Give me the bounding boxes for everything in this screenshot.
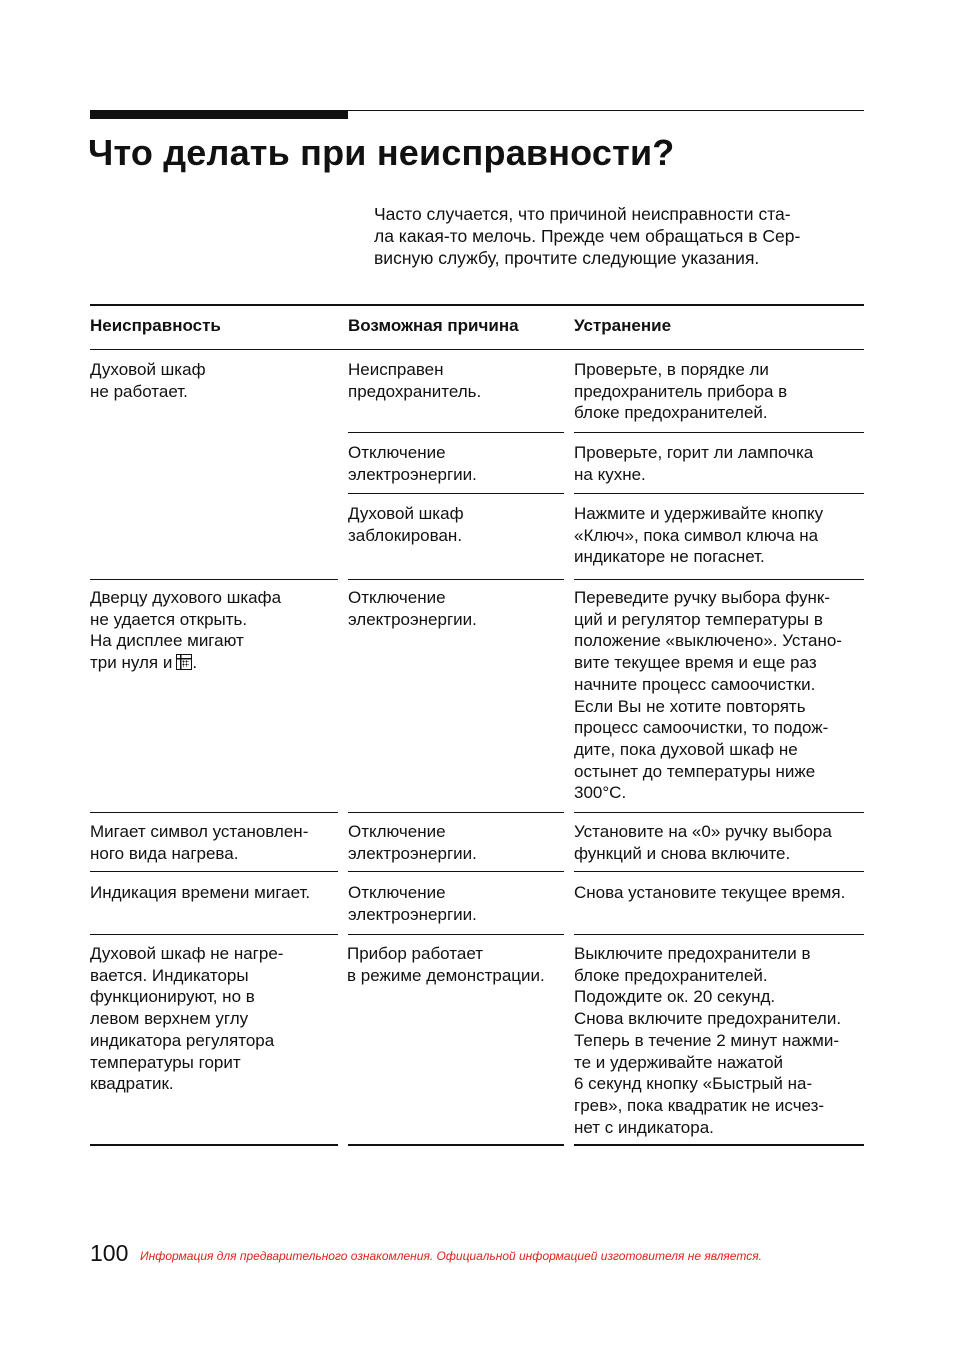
table-bottom-rule — [348, 1144, 564, 1146]
page-number: 100 — [90, 1240, 129, 1266]
table-bottom-rule — [574, 1144, 864, 1146]
intro-line: Часто случается, что причиной неисправности ста- — [374, 204, 791, 224]
cell-line: левом верхнем углу — [90, 1009, 249, 1029]
cell-line: На дисплее мигают — [90, 631, 244, 651]
intro-line: висную службу, прочтите следующие указания. — [374, 248, 760, 268]
cell-line: Проверьте, в порядке ли — [574, 360, 769, 379]
cell-line: Отключение — [348, 443, 446, 462]
cell-line: Если Вы не хотите повторять — [574, 696, 806, 716]
cause-cell — [348, 882, 477, 925]
cell-line: процесс самоочистки, то подож- — [574, 718, 829, 738]
cell-line: остынет до температуры ниже — [574, 761, 816, 781]
header-rule — [90, 349, 864, 350]
cell-line: Отключение — [348, 883, 446, 902]
cell-line: электроэнергии. — [348, 904, 477, 924]
cell-line: Отключение — [348, 822, 446, 841]
remedy-cell — [574, 587, 842, 804]
cell-line: блоке предохранителей. — [574, 965, 768, 985]
cell-line: три нуля и — [90, 653, 173, 673]
cell-line: предохранитель. — [348, 381, 482, 401]
cell-line: блоке предохранителей. — [574, 403, 768, 423]
cell-line: дите, пока духовой шкаф не — [574, 739, 798, 759]
cell-line: Установите на «0» ручку выбора — [574, 822, 832, 841]
cell-line: Отключение — [348, 588, 446, 607]
row-divider — [574, 812, 864, 813]
cell-line: 6 секунд кнопку «Быстрый на- — [574, 1074, 813, 1094]
cell-line: Выключите предохранители в — [574, 944, 811, 963]
row-divider — [348, 493, 564, 494]
fault-cell — [90, 359, 206, 402]
table-bottom-rule — [90, 1144, 338, 1146]
header-cause: Возможная причина — [348, 316, 519, 335]
cell-line: предохранитель прибора в — [574, 381, 788, 401]
cause-cell — [348, 821, 477, 864]
row-divider — [348, 432, 564, 433]
remedy-cell — [574, 503, 823, 568]
cell-line: индикаторе не погаснет. — [574, 547, 765, 567]
fault-cell — [90, 821, 308, 864]
row-divider — [348, 934, 564, 935]
row-divider — [348, 579, 564, 580]
cell-line: Духовой шкаф не нагре- — [90, 944, 284, 963]
fault-cell — [90, 882, 310, 904]
cell-line: вается. Индикаторы — [90, 965, 249, 985]
cause-cell — [348, 503, 464, 546]
cause-cell — [347, 943, 545, 986]
cell-line: Снова установите текущее время. — [574, 883, 846, 902]
row-divider — [574, 934, 864, 935]
cell-line-end: . — [192, 653, 198, 673]
cell-line: те и удерживайте нажатой — [574, 1052, 784, 1072]
cell-line: функций и снова включите. — [574, 843, 791, 863]
cell-line: Теперь в течение 2 минут нажми- — [574, 1030, 840, 1050]
disclaimer-note: Информация для предварительного ознакомления. Официальной информацией изготовителя не является. — [140, 1249, 762, 1263]
fault-cell — [90, 943, 283, 1095]
cell-line: Переведите ручку выбора функ- — [574, 588, 831, 607]
row-divider — [90, 812, 338, 813]
cell-line: Снова включите предохранители. — [574, 1009, 842, 1029]
cell-line: «Ключ», пока символ ключа на — [574, 525, 819, 545]
cell-line: квадратик. — [90, 1074, 174, 1094]
cell-line: Прибор работает — [347, 944, 483, 963]
cell-line: не удается открыть. — [90, 609, 248, 629]
row-divider — [574, 871, 864, 872]
row-divider — [574, 432, 864, 433]
cell-line: Нажмите и удерживайте кнопку — [574, 504, 824, 523]
row-divider — [90, 934, 338, 935]
cell-line: Индикация времени мигает. — [90, 883, 311, 902]
cell-line: заблокирован. — [348, 525, 463, 545]
cell-line: ций и регулятор температуры в — [574, 609, 823, 629]
row-divider — [348, 871, 564, 872]
title-rule-thick — [90, 110, 348, 119]
cell-line: на кухне. — [574, 464, 646, 484]
cell-line: электроэнергии. — [348, 464, 477, 484]
remedy-cell — [574, 359, 787, 424]
cell-line-with-icon — [90, 652, 281, 674]
cause-cell — [348, 442, 477, 485]
header-fault: Неисправность — [90, 316, 221, 335]
remedy-cell — [574, 442, 813, 485]
page-title: Что делать при неисправности? — [88, 132, 675, 173]
cell-line: Проверьте, горит ли лампочка — [574, 443, 814, 462]
table-top-rule — [90, 304, 864, 306]
cell-line: электроэнергии. — [348, 843, 477, 863]
self-clean-grid-icon — [176, 654, 192, 670]
row-divider — [574, 579, 864, 580]
row-divider — [348, 812, 564, 813]
cause-cell — [348, 587, 477, 630]
header-remedy: Устранение — [574, 316, 672, 335]
cause-cell — [348, 359, 481, 402]
cell-line: Духовой шкаф — [348, 504, 464, 523]
intro-paragraph — [374, 203, 866, 269]
cell-line: вите текущее время и еще раз — [574, 653, 817, 673]
cell-line: Дверцу духового шкафа — [90, 588, 282, 607]
remedy-cell — [574, 943, 841, 1138]
cell-line: грев», пока квадратик не исчез- — [574, 1095, 825, 1115]
cell-line: электроэнергии. — [348, 609, 477, 629]
row-divider — [90, 579, 338, 580]
cell-line: ного вида нагрева. — [90, 843, 239, 863]
cell-line: температуры горит — [90, 1052, 241, 1072]
title-rule-thin — [348, 110, 864, 111]
cell-line: Духовой шкаф — [90, 360, 206, 379]
cell-line: Подождите ок. 20 секунд. — [574, 987, 776, 1007]
fault-cell — [90, 587, 281, 674]
cell-line: нет с индикатора. — [574, 1117, 714, 1137]
row-divider — [574, 493, 864, 494]
cell-line: индикатора регулятора — [90, 1030, 275, 1050]
cell-line: в режиме демонстрации. — [347, 965, 545, 985]
remedy-cell — [574, 882, 845, 904]
cell-line: положение «выключено». Устано- — [574, 631, 842, 651]
cell-line: не работает. — [90, 381, 188, 401]
intro-line: ла какая-то мелочь. Прежде чем обращаться в Сер- — [374, 226, 801, 246]
cell-line: Мигает символ установлен- — [90, 822, 309, 841]
remedy-cell — [574, 821, 832, 864]
row-divider — [90, 871, 338, 872]
cell-line: 300°C. — [574, 783, 627, 803]
cell-line: Неисправен — [348, 360, 444, 379]
cell-line: начните процесс самоочистки. — [574, 674, 816, 694]
cell-line: функционируют, но в — [90, 987, 255, 1007]
